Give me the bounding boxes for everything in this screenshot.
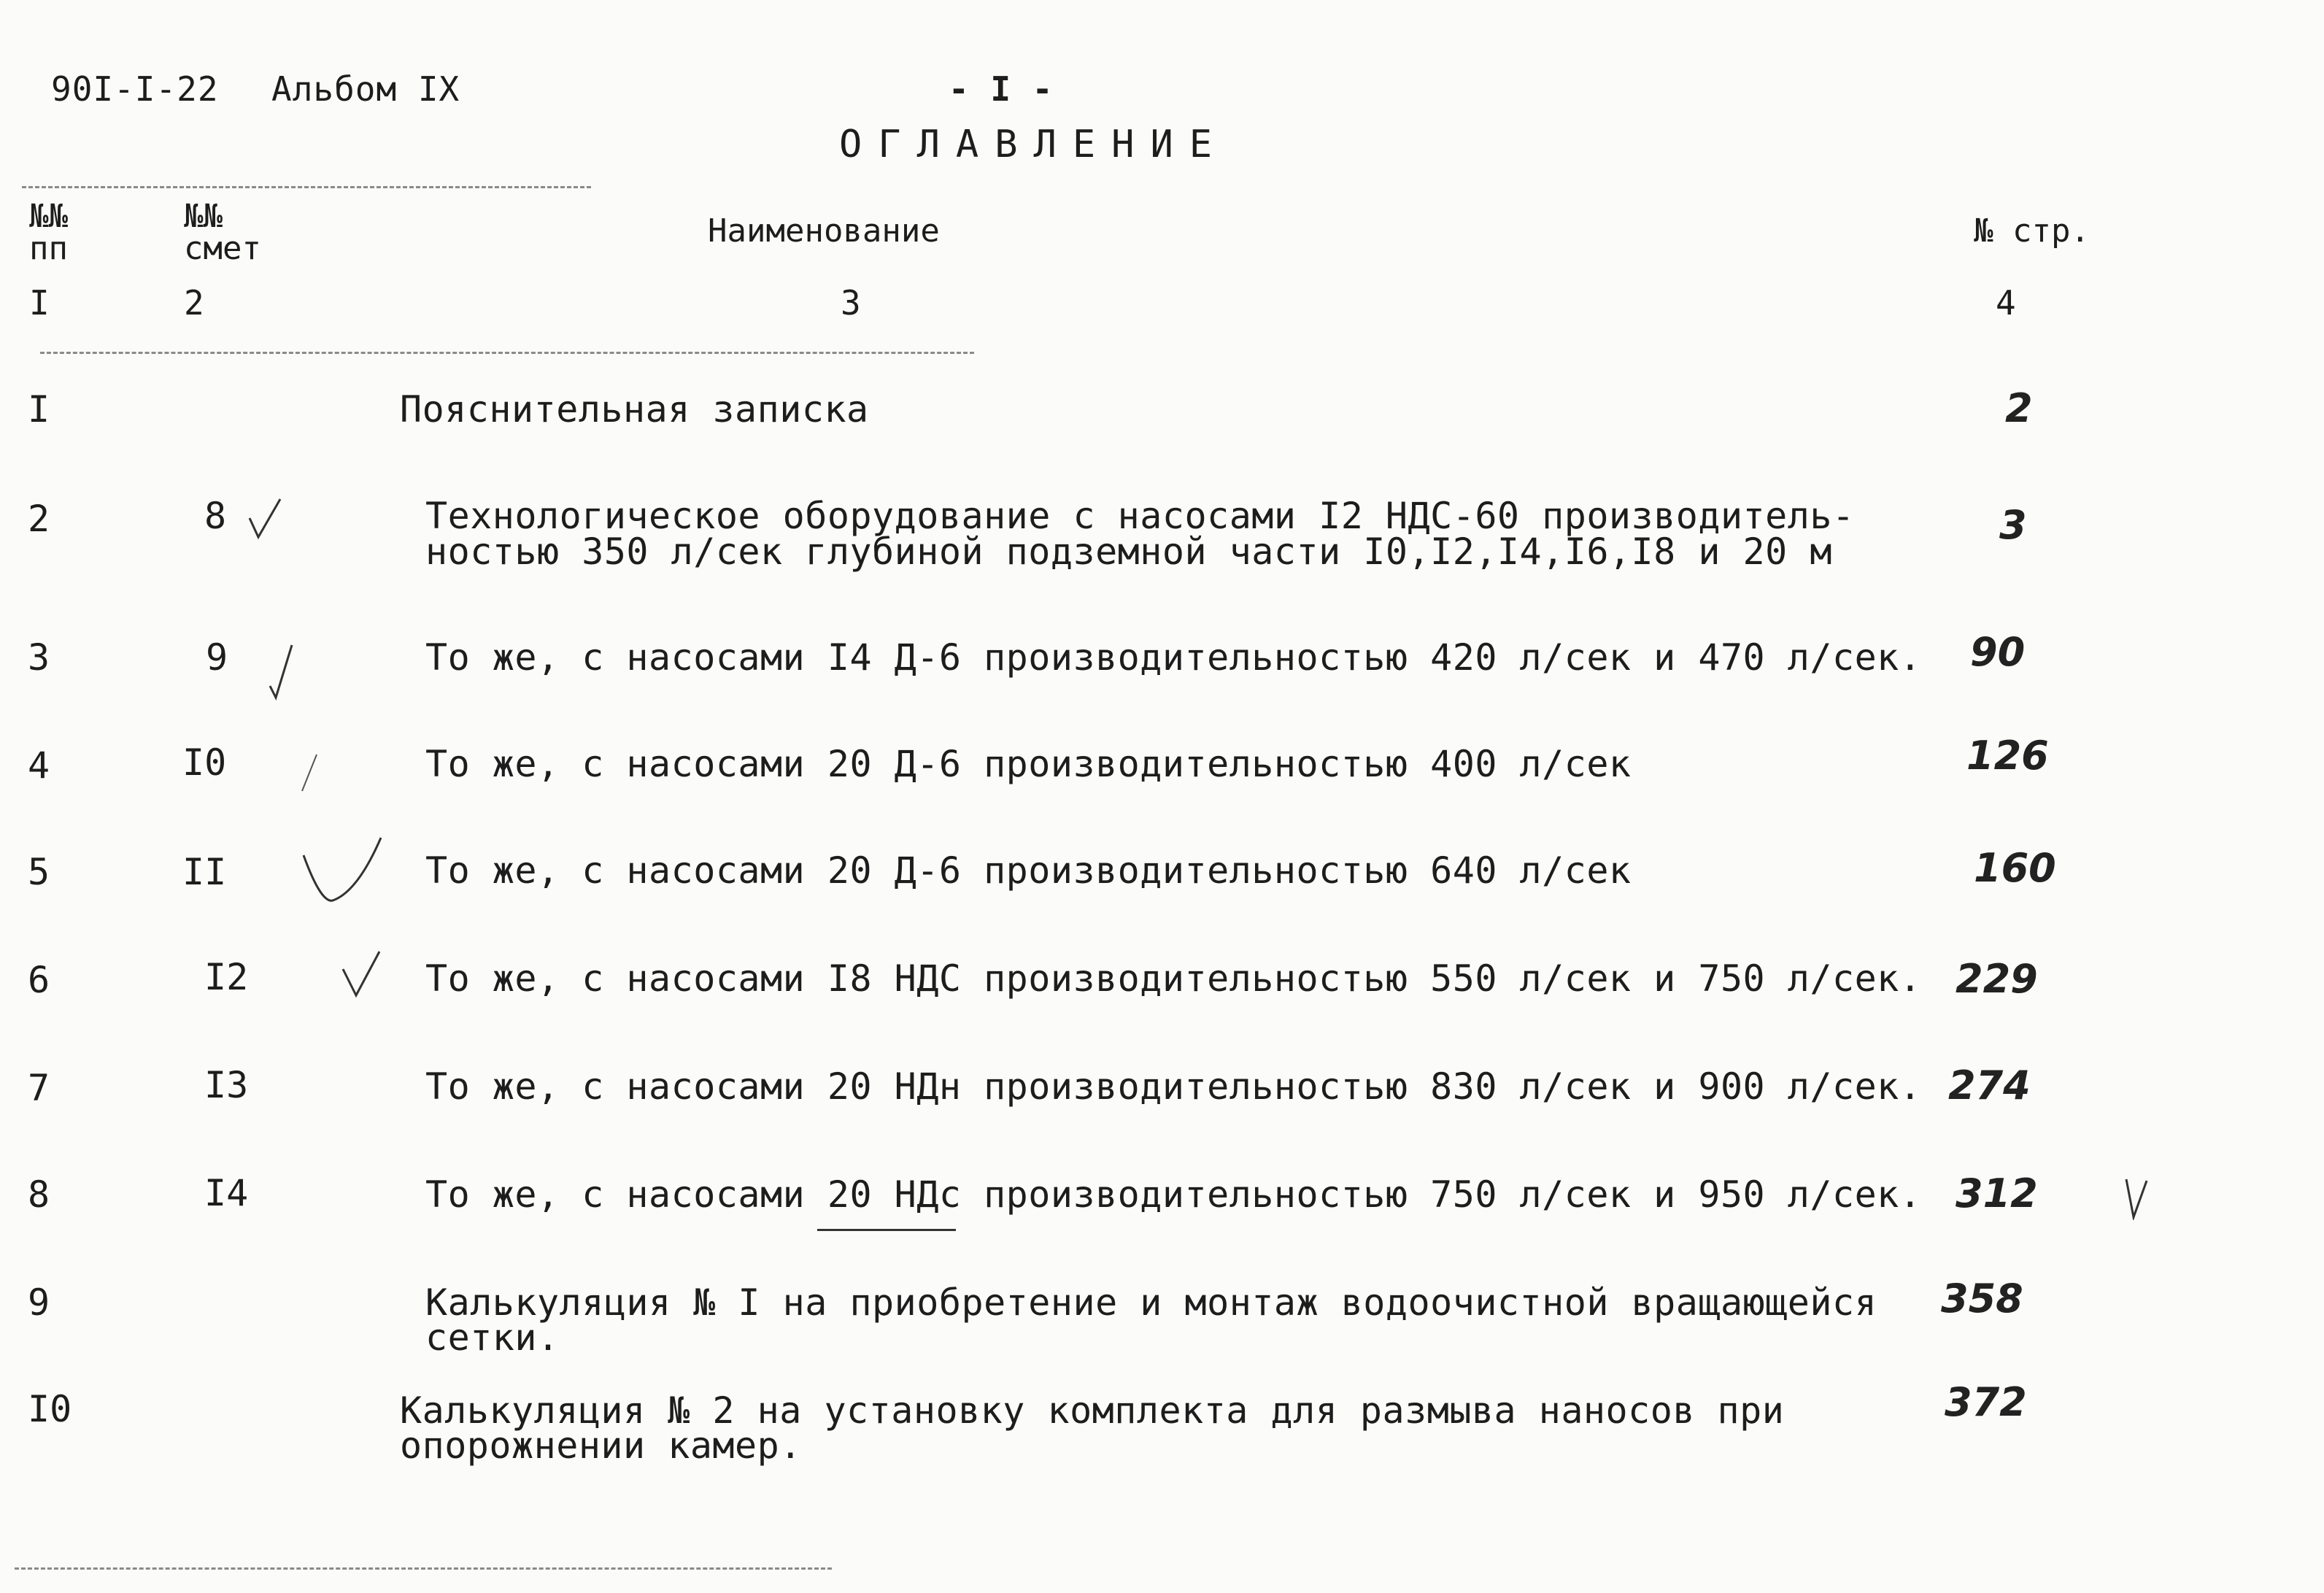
row-estimate: 9	[206, 636, 228, 679]
col-number-4: 4	[1996, 283, 2016, 323]
check-mark-icon	[299, 833, 387, 906]
row-title: То же, с насосами 20 НДн производительностью 830 л/сек и 900 л/сек.	[425, 1065, 1922, 1108]
col-number-2: 2	[184, 283, 204, 323]
page-marker: - I -	[949, 69, 1054, 109]
row-number: 7	[28, 1067, 50, 1109]
check-mark-icon	[340, 949, 384, 1000]
check-mark-icon	[2123, 1176, 2150, 1220]
row-page: 372	[1945, 1379, 2027, 1425]
row-page: 358	[1941, 1276, 2023, 1322]
row-page: 3	[1999, 502, 2027, 548]
row-number: 9	[28, 1281, 50, 1324]
row-number: 5	[28, 851, 50, 893]
handwritten-underline	[817, 1229, 956, 1231]
album-label: Альбом IX	[271, 69, 460, 109]
row-estimate: 8	[204, 495, 227, 537]
row-page: 229	[1956, 956, 2038, 1002]
row-number: I	[28, 388, 50, 431]
col-number-3: 3	[841, 283, 861, 323]
col-header-name: Наименование	[708, 212, 940, 250]
row-page: 90	[1970, 629, 2026, 675]
check-mark-icon	[299, 750, 321, 794]
row-page: 160	[1974, 845, 2056, 891]
doc-code: 90I-I-22	[51, 69, 219, 109]
row-number: 8	[28, 1173, 50, 1216]
row-title: То же, с насосами I8 НДС производительностью 550 л/сек и 750 л/сек.	[425, 957, 1922, 1000]
row-estimate: I0	[182, 741, 227, 784]
row-estimate: I4	[204, 1172, 249, 1214]
header-divider-top	[22, 186, 591, 188]
col-number-1: I	[29, 283, 50, 323]
row-page: 2	[2005, 385, 2033, 431]
row-page: 312	[1956, 1170, 2038, 1216]
page-title: ОГЛАВЛЕНИЕ	[839, 123, 1229, 166]
row-title-line-1: Технологическое оборудование с насосами I2 НДС-60 производитель-	[425, 495, 1855, 537]
row-page: 126	[1966, 733, 2049, 779]
header-divider-bottom	[40, 352, 974, 354]
row-page: 274	[1948, 1062, 2031, 1108]
row-title-line-2: ностью 350 л/сек глубиной подземной части I0,I2,I4,I6,I8 и 20 м	[425, 531, 1832, 573]
col-header-page: № стр.	[1974, 212, 2090, 250]
row-number: 3	[28, 636, 50, 679]
check-mark-icon	[267, 642, 296, 701]
row-title-line-2: опорожнении камер.	[400, 1424, 802, 1467]
row-estimate: I3	[204, 1064, 249, 1106]
col-header-estimate: №№ смет	[184, 198, 261, 267]
row-estimate: II	[182, 851, 227, 893]
footer-divider	[15, 1567, 832, 1570]
row-title: То же, с насосами 20 НДс производительностью 750 л/сек и 950 л/сек.	[425, 1173, 1922, 1216]
row-title: То же, с насосами 20 Д-6 производительностью 400 л/сек	[425, 743, 1632, 785]
row-title-line-1: Калькуляция № I на приобретение и монтаж водоочистной вращающейся	[425, 1281, 1877, 1324]
row-title: То же, с насосами I4 Д-6 производительностью 420 л/сек и 470 л/сек.	[425, 636, 1922, 679]
row-number: I0	[28, 1388, 72, 1430]
col-header-num: №№ пп	[29, 198, 68, 267]
row-number: 6	[28, 959, 50, 1001]
row-title: Пояснительная записка	[400, 388, 869, 431]
row-title-line-1: Калькуляция № 2 на установку комплекта для размыва наносов при	[400, 1389, 1785, 1432]
row-estimate: I2	[204, 956, 249, 998]
row-title: То же, с насосами 20 Д-6 производительностью 640 л/сек	[425, 849, 1632, 892]
row-number: 4	[28, 744, 50, 787]
check-mark-icon	[247, 496, 283, 540]
row-number: 2	[28, 498, 50, 540]
row-title-line-2: сетки.	[425, 1316, 560, 1359]
